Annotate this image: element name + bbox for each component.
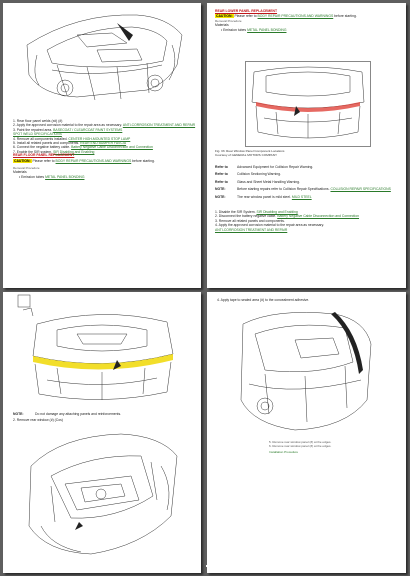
section-title: REAR FLOOR PANEL REPLACEMENT: [13, 153, 75, 157]
vehicle-body-illustration: [17, 5, 187, 113]
caution-label: CAUTION:: [14, 159, 31, 164]
step-3: 3. Paint the repaired area. BASECOAT / CLEARCOAT PAINT SYSTEMS: [13, 127, 123, 132]
caution-label: CAUTION:: [216, 14, 233, 19]
link-mild-steel[interactable]: MILD STEEL: [291, 194, 312, 199]
section-rear-floor: [13, 153, 155, 179]
link-paint-systems[interactable]: BASECOAT / CLEARCOAT PAINT SYSTEMS: [53, 127, 123, 132]
cargeometry-logo: [204, 541, 404, 571]
installation-procedure-label: Installation Procedure: [269, 450, 299, 454]
step-4: 4. Remove all components installed. CENTER HIGH-MOUNTED STOP LAMP: [13, 136, 131, 141]
step-1: 1. Rear floor panel welds (x#) (#): [13, 119, 63, 123]
note-1: NOTE: Before starting repairs refer to Collision Repair Specifications. COLLISION REPAIR SPECIFICATIONS: [215, 187, 391, 192]
link-sir[interactable]: SIR Disabling and Enabling: [256, 210, 298, 214]
step-2: 2. Disconnect the battery negative cable. Battery Negative Cable Disconnection and Connection: [215, 214, 360, 219]
refer-row-3: Refer to Glass and Sheet Metal Handling Warning.: [215, 179, 301, 184]
logo-text: CarGeometry: [233, 546, 406, 571]
materials-label: Materials: [215, 23, 229, 28]
body-side-illustration: [235, 304, 375, 438]
page3-text: [13, 412, 121, 423]
caution-row: CAUTION: Please refer to BODY REPAIR PRECAUTIONS AND WARNINGS before starting.: [216, 14, 357, 19]
step-3: 3. Remove all related panels and components.: [215, 218, 285, 223]
note-row: NOTE: Do not damage any attaching panels and reinforcements.: [13, 412, 122, 416]
link-spot-weld[interactable]: SPOT WELD SPECIFICATIONS: [13, 132, 62, 137]
refer-row-2: Refer to Collision Sectioning Warning.: [215, 172, 281, 177]
link-metal-panel-bonding[interactable]: METAL PANEL BONDING: [247, 27, 287, 32]
removal-procedure-label: Removal Procedure: [13, 165, 40, 170]
step-2: 2. Apply the approved corrosion material to the repair area as necessary. ANTI-CORROSION TREATMENT AND REPAIR: [13, 123, 196, 128]
rear-panel-illustration: [245, 61, 371, 147]
step-2: 2. Remove rear window (#) (Cos): [13, 418, 63, 423]
figure-caption: Fig. 33: Rear Window Panel Component Locations Courtesy of GENERAL MOTORS COMPANY: [215, 149, 285, 158]
link-body-repair-precautions[interactable]: BODY REPAIR PRECAUTIONS AND WARNINGS: [257, 14, 334, 19]
manual-page-4: [207, 292, 406, 573]
step-4-link: [215, 228, 359, 232]
step-7: 7. Enable the SIR system. SIR Disabling and Enabling: [13, 149, 95, 154]
link-metal-panel-bonding[interactable]: METAL PANEL BONDING: [45, 174, 85, 179]
link-collision-specs[interactable]: COLLISION REPAIR SPECIFICATIONS: [330, 187, 391, 192]
manual-page-3: [3, 292, 201, 573]
page4-lines: [269, 440, 331, 449]
refer-row-1: Refer to Advanced Equipment for Collision Repair Warning.: [215, 165, 314, 169]
removal-steps: [13, 119, 195, 154]
section-rear-lower: [215, 9, 357, 32]
line-1: 5. Remove rear window panel (#) at the edges.: [269, 440, 332, 444]
line-2: 6. Remove rear window panel (#) at the edges.: [269, 444, 332, 449]
removal-procedure-label: Removal Procedure: [215, 18, 242, 23]
note-2: NOTE: The rear window panel is mild steel. MILD STEEL: [215, 194, 312, 199]
materials-label: Materials: [13, 170, 27, 175]
materials-item: • Emission tubes METAL PANEL BONDING: [221, 27, 287, 32]
manual-page-1: [3, 3, 201, 288]
step-5: 5. Install all related panels and components. REAR END BUMPER FASCIA: [13, 141, 127, 146]
rear-window-panel-illustration: [17, 294, 187, 404]
refer-list: [215, 165, 391, 199]
step-6: 6. Connect the negative battery cable. Battery Negative Cable Disconnection and Connection: [13, 145, 153, 150]
link-battery[interactable]: Battery Negative Cable Disconnection and Connection: [71, 145, 153, 150]
link-stop-lamp[interactable]: CENTER HIGH-MOUNTED STOP LAMP: [68, 136, 131, 141]
link-bumper-fascia[interactable]: REAR END BUMPER FASCIA: [80, 141, 127, 146]
link-sir[interactable]: SIR Disabling and Enabling: [53, 149, 95, 154]
link-anti-corrosion[interactable]: ANTI-CORROSION TREATMENT AND REPAIR: [215, 227, 288, 232]
section-title: REAR LOWER PANEL REPLACEMENT: [215, 9, 278, 13]
step-4: 4. Apply the approved corrosion material to the repair area as necessary.: [215, 223, 325, 228]
link-body-repair-precautions[interactable]: BODY REPAIR PRECAUTIONS AND WARNINGS: [55, 159, 132, 164]
caution-row: CAUTION: Please refer to BODY REPAIR PRECAUTIONS AND WARNINGS before starting.: [14, 159, 155, 164]
lower-steps: [215, 210, 359, 232]
step-1: 1. Disable the SIR System. SIR Disabling and Enabling: [215, 210, 298, 214]
trunk-floor-illustration: [21, 426, 183, 566]
link-anti-corrosion[interactable]: ANTI-CORROSION TREATMENT AND REPAIR: [122, 123, 196, 128]
materials-item: • Emission tubes METAL PANEL BONDING: [19, 174, 85, 179]
page4-step: 4. Apply tape to sealed area (#) to the concealment adhesive.: [217, 298, 310, 302]
manual-page-2: [207, 3, 406, 288]
link-battery[interactable]: Battery Negative Cable Disconnection and Connection: [277, 214, 360, 219]
